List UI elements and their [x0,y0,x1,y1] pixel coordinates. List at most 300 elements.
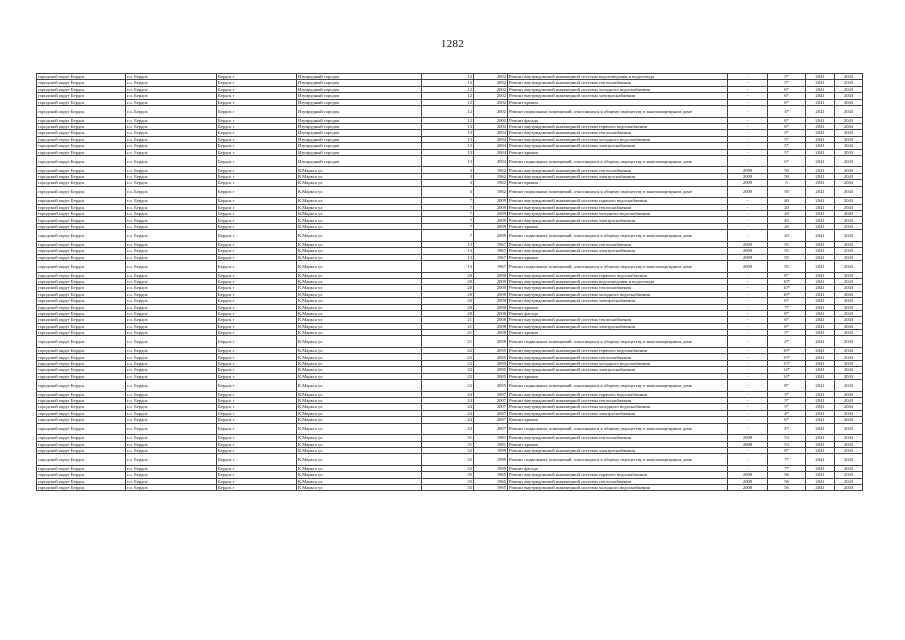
work-type-cell: Ремонт внутридомовой инженерной системы теплоснабжения [508,354,728,360]
locality-cell: Бердск г [217,278,297,284]
work-type-cell: Ремонт внутридомовой инженерной системы теплоснабжения [508,241,728,247]
table-row [37,155,863,167]
plan-start-cell: 2041 [806,167,835,173]
year-built-cell: 2000 [474,310,508,316]
work-type-cell: Ремонт внутридомовой инженерной системы электроснабжения [508,173,728,179]
last-repair-year-cell: 2009 [728,167,768,173]
street-cell: К.Маркса ул [297,447,422,453]
work-type-cell: Ремонт внутридомовой инженерной системы теплоснабжения [508,130,728,136]
work-type-cell: Ремонт внутридомовой инженерной системы электроснабжения [508,410,728,416]
settlement-cell: г.о. Бердск [126,348,217,354]
settlement-cell: г.о. Бердск [126,330,217,336]
locality-cell: Бердск г [217,478,297,484]
work-type-cell: Ремонт внутридомовой инженерной системы горячего водоснабжения [508,198,728,204]
house-cell: 13 [422,248,474,254]
year-built-cell: 2002 [474,80,508,86]
plan-start-cell: 2041 [806,93,835,99]
wear-cell: 2* [768,336,806,348]
house-cell: 21 [422,336,474,348]
year-built-cell: 2004 [474,155,508,167]
house-cell: 12 [422,80,474,86]
municipality-cell: городской округ Бердск [37,454,126,466]
settlement-cell: г.о. Бердск [126,360,217,366]
locality-cell: Бердск г [217,398,297,404]
house-cell: 12 [422,99,474,105]
year-built-cell: 2007 [474,391,508,397]
plan-start-cell: 2041 [806,441,835,447]
plan-end-cell: 2043 [835,404,863,410]
house-cell: 7 [422,230,474,242]
year-built-cell: 2009 [474,217,508,223]
locality-cell: Бердск г [217,248,297,254]
locality-cell: Бердск г [217,149,297,155]
municipality-cell: городской округ Бердск [37,105,126,117]
plan-end-cell: 2043 [835,478,863,484]
house-cell: 20 [422,304,474,310]
work-type-cell: Ремонт крыши [508,149,728,155]
house-cell: 35 [422,472,474,478]
year-built-cell: 2000 [474,291,508,297]
street-cell: К.Маркса ул [297,373,422,379]
plan-end-cell: 2043 [835,230,863,242]
wear-cell: 6* [768,117,806,123]
work-type-cell: Ремонт фасада [508,310,728,316]
plan-end-cell: 2043 [835,74,863,80]
plan-start-cell: 2041 [806,417,835,423]
table-row [37,260,863,272]
settlement-cell: г.о. Бердск [126,130,217,136]
locality-cell: Бердск г [217,80,297,86]
plan-start-cell: 2041 [806,136,835,142]
last-repair-year-cell: - [728,323,768,329]
municipality-cell: городской округ Бердск [37,248,126,254]
house-cell: 32 [422,465,474,471]
plan-end-cell: 2043 [835,441,863,447]
last-repair-year-cell: 2009 [728,248,768,254]
house-cell: 35 [422,478,474,484]
street-cell: К.Маркса ул [297,360,422,366]
house-cell: 7 [422,198,474,204]
street-cell: К.Маркса ул [297,417,422,423]
plan-start-cell: 2041 [806,241,835,247]
wear-cell: 14* [768,373,806,379]
settlement-cell: г.о. Бердск [126,398,217,404]
street-cell: К.Маркса ул [297,330,422,336]
street-cell: К.Маркса ул [297,367,422,373]
house-cell: 31 [422,441,474,447]
locality-cell: Бердск г [217,74,297,80]
wear-cell: 55 [768,248,806,254]
plan-end-cell: 2043 [835,204,863,210]
year-built-cell: 1999 [474,447,508,453]
last-repair-year-cell: - [728,373,768,379]
plan-start-cell: 2041 [806,173,835,179]
municipality-cell: городской округ Бердск [37,398,126,404]
wear-cell: 8* [768,447,806,453]
plan-end-cell: 2043 [835,180,863,186]
wear-cell: 20 [768,211,806,217]
last-repair-year-cell: - [728,330,768,336]
house-cell: 24 [422,417,474,423]
wear-cell: 20 [768,230,806,242]
year-built-cell: 2007 [474,404,508,410]
last-repair-year-cell: - [728,99,768,105]
last-repair-year-cell: - [728,211,768,217]
plan-start-cell: 2041 [806,323,835,329]
street-cell: К.Маркса ул [297,454,422,466]
work-type-cell: Ремонт крыши [508,304,728,310]
house-cell: 35 [422,485,474,491]
street-cell: К.Маркса ул [297,272,422,278]
work-type-cell: Ремонт подвальных помещений, относящихся к общему имуществу в многоквартирном доме [508,423,728,435]
plan-end-cell: 2043 [835,285,863,291]
house-cell: 32 [422,447,474,453]
house-cell: 24 [422,423,474,435]
wear-cell: 56 [768,485,806,491]
year-built-cell: 2007 [474,423,508,435]
municipality-cell: городской округ Бердск [37,198,126,204]
plan-start-cell: 2041 [806,348,835,354]
plan-end-cell: 2043 [835,248,863,254]
street-cell: Изумрудный городок [297,136,422,142]
work-type-cell: Ремонт внутридомовой инженерной системы электроснабжения [508,447,728,453]
plan-start-cell: 2041 [806,217,835,223]
plan-end-cell: 2043 [835,398,863,404]
street-cell: К.Маркса ул [297,423,422,435]
wear-cell: 20 [768,204,806,210]
work-type-cell: Ремонт внутридомовой инженерной системы горячего водоснабжения [508,272,728,278]
plan-start-cell: 2041 [806,360,835,366]
work-type-cell: Ремонт внутридомовой инженерной системы водоотведения и водоотвода [508,278,728,284]
street-cell: К.Маркса ул [297,241,422,247]
street-cell: К.Маркса ул [297,410,422,416]
street-cell: К.Маркса ул [297,435,422,441]
house-cell: 13 [422,260,474,272]
plan-start-cell: 2041 [806,248,835,254]
settlement-cell: г.о. Бердск [126,367,217,373]
wear-cell: 6* [768,93,806,99]
locality-cell: Бердск г [217,435,297,441]
plan-end-cell: 2043 [835,278,863,284]
year-built-cell: 2000 [474,298,508,304]
locality-cell: Бердск г [217,130,297,136]
settlement-cell: г.о. Бердск [126,291,217,297]
plan-end-cell: 2043 [835,99,863,105]
plan-end-cell: 2043 [835,155,863,167]
settlement-cell: г.о. Бердск [126,217,217,223]
year-built-cell: 2004 [474,143,508,149]
house-cell: 7 [422,217,474,223]
wear-cell: 50 [768,173,806,179]
plan-end-cell: 2043 [835,173,863,179]
municipality-cell: городской округ Бердск [37,441,126,447]
plan-start-cell: 2041 [806,278,835,284]
work-type-cell: Ремонт внутридомовой инженерной системы теплоснабжения [508,167,728,173]
street-cell: Изумрудный городок [297,117,422,123]
year-built-cell: 1962 [474,167,508,173]
locality-cell: Бердск г [217,117,297,123]
wear-cell: 55 [768,254,806,260]
work-type-cell: Ремонт внутридомовой инженерной системы теплоснабжения [508,317,728,323]
work-type-cell: Ремонт крыши [508,180,728,186]
settlement-cell: г.о. Бердск [126,254,217,260]
plan-end-cell: 2043 [835,105,863,117]
settlement-cell: г.о. Бердск [126,380,217,392]
plan-start-cell: 2041 [806,298,835,304]
plan-end-cell: 2043 [835,447,863,453]
last-repair-year-cell: 2009 [728,180,768,186]
year-built-cell: 2002 [474,117,508,123]
year-built-cell: 2009 [474,230,508,242]
settlement-cell: г.о. Бердск [126,298,217,304]
table-row [37,423,863,435]
house-cell: 20 [422,272,474,278]
capital-repair-table [36,73,863,491]
plan-end-cell: 2043 [835,423,863,435]
plan-start-cell: 2041 [806,86,835,92]
plan-end-cell: 2043 [835,186,863,198]
work-type-cell: Ремонт внутридомовой инженерной системы горячего водоснабжения [508,391,728,397]
wear-cell: 5* [768,74,806,80]
year-built-cell: 2002 [474,105,508,117]
locality-cell: Бердск г [217,223,297,229]
municipality-cell: городской округ Бердск [37,80,126,86]
house-cell: 12 [422,117,474,123]
work-type-cell: Ремонт крыши [508,254,728,260]
plan-start-cell: 2041 [806,310,835,316]
plan-start-cell: 2041 [806,211,835,217]
year-built-cell: 2004 [474,149,508,155]
plan-start-cell: 2041 [806,230,835,242]
last-repair-year-cell: - [728,417,768,423]
locality-cell: Бердск г [217,167,297,173]
work-type-cell: Ремонт внутридомовой инженерной системы холодного водоснабжения [508,404,728,410]
wear-cell: 10* [768,291,806,297]
plan-start-cell: 2041 [806,130,835,136]
plan-start-cell: 2041 [806,99,835,105]
house-cell: 22 [422,354,474,360]
wear-cell: 5* [768,330,806,336]
street-cell: К.Маркса ул [297,291,422,297]
house-cell: 22 [422,360,474,366]
settlement-cell: г.о. Бердск [126,105,217,117]
locality-cell: Бердск г [217,391,297,397]
wear-cell: 5* [768,143,806,149]
work-type-cell: Ремонт внутридомовой инженерной системы холодного водоснабжения [508,136,728,142]
plan-start-cell: 2041 [806,391,835,397]
plan-start-cell: 2041 [806,105,835,117]
work-type-cell: Ремонт внутридомовой инженерной системы теплоснабжения [508,285,728,291]
wear-cell: 56 [768,472,806,478]
plan-end-cell: 2043 [835,136,863,142]
settlement-cell: г.о. Бердск [126,435,217,441]
municipality-cell: городской округ Бердск [37,260,126,272]
plan-start-cell: 2041 [806,336,835,348]
settlement-cell: г.о. Бердск [126,230,217,242]
locality-cell: Бердск г [217,485,297,491]
last-repair-year-cell: - [728,272,768,278]
street-cell: К.Маркса ул [297,391,422,397]
street-cell: К.Маркса ул [297,298,422,304]
settlement-cell: г.о. Бердск [126,117,217,123]
plan-start-cell: 2041 [806,435,835,441]
year-built-cell: 2002 [474,93,508,99]
wear-cell: 3* [768,391,806,397]
locality-cell: Бердск г [217,180,297,186]
last-repair-year-cell: - [728,278,768,284]
work-type-cell: Ремонт внутридомовой инженерной системы электроснабжения [508,143,728,149]
settlement-cell: г.о. Бердск [126,304,217,310]
plan-end-cell: 2043 [835,241,863,247]
house-cell: 13 [422,143,474,149]
wear-cell: 53 [768,435,806,441]
settlement-cell: г.о. Бердск [126,143,217,149]
locality-cell: Бердск г [217,404,297,410]
plan-start-cell: 2041 [806,155,835,167]
municipality-cell: городской округ Бердск [37,130,126,136]
street-cell: Изумрудный городок [297,74,422,80]
house-cell: 12 [422,74,474,80]
year-built-cell: 2000 [474,285,508,291]
locality-cell: Бердск г [217,317,297,323]
year-built-cell: 2009 [474,198,508,204]
last-repair-year-cell: - [728,398,768,404]
municipality-cell: городской округ Бердск [37,360,126,366]
house-cell: 3 [422,186,474,198]
last-repair-year-cell: - [728,230,768,242]
year-built-cell: 1981 [474,435,508,441]
year-built-cell: 1962 [474,173,508,179]
house-cell: 20 [422,285,474,291]
municipality-cell: городской округ Бердск [37,404,126,410]
last-repair-year-cell: - [728,123,768,129]
settlement-cell: г.о. Бердск [126,323,217,329]
municipality-cell: городской округ Бердск [37,204,126,210]
plan-start-cell: 2041 [806,285,835,291]
last-repair-year-cell: - [728,136,768,142]
municipality-cell: городской округ Бердск [37,485,126,491]
wear-cell: 10* [768,278,806,284]
last-repair-year-cell: - [728,130,768,136]
last-repair-year-cell: 2009 [728,260,768,272]
year-built-cell: 1981 [474,441,508,447]
locality-cell: Бердск г [217,99,297,105]
plan-end-cell: 2043 [835,217,863,223]
locality-cell: Бердск г [217,285,297,291]
plan-start-cell: 2041 [806,186,835,198]
municipality-cell: городской округ Бердск [37,155,126,167]
municipality-cell: городской округ Бердск [37,272,126,278]
street-cell: К.Маркса ул [297,180,422,186]
settlement-cell: г.о. Бердск [126,198,217,204]
locality-cell: Бердск г [217,447,297,453]
street-cell: Изумрудный городок [297,86,422,92]
settlement-cell: г.о. Бердск [126,354,217,360]
municipality-cell: городской округ Бердск [37,323,126,329]
municipality-cell: городской округ Бердск [37,304,126,310]
street-cell: К.Маркса ул [297,304,422,310]
last-repair-year-cell: - [728,310,768,316]
year-built-cell: 1962 [474,180,508,186]
settlement-cell: г.о. Бердск [126,417,217,423]
year-built-cell: 2008 [474,330,508,336]
last-repair-year-cell: - [728,80,768,86]
settlement-cell: г.о. Бердск [126,241,217,247]
plan-start-cell: 2041 [806,380,835,392]
settlement-cell: г.о. Бердск [126,123,217,129]
wear-cell: 10* [768,348,806,354]
wear-cell: 56 [768,478,806,484]
plan-end-cell: 2043 [835,143,863,149]
work-type-cell: Ремонт подвальных помещений, относящихся к общему имуществу в многоквартирном доме [508,230,728,242]
municipality-cell: городской округ Бердск [37,149,126,155]
year-built-cell: 1967 [474,260,508,272]
wear-cell: 5* [768,398,806,404]
table-row [37,485,863,491]
plan-start-cell: 2041 [806,410,835,416]
municipality-cell: городской округ Бердск [37,186,126,198]
wear-cell: 7* [768,454,806,466]
house-cell: 22 [422,380,474,392]
last-repair-year-cell: 2008 [728,441,768,447]
work-type-cell: Ремонт крыши [508,330,728,336]
locality-cell: Бердск г [217,173,297,179]
work-type-cell: Ремонт подвальных помещений, относящихся к общему имуществу в многоквартирном доме [508,186,728,198]
locality-cell: Бердск г [217,155,297,167]
street-cell: К.Маркса ул [297,223,422,229]
plan-end-cell: 2043 [835,198,863,204]
plan-end-cell: 2043 [835,354,863,360]
municipality-cell: городской округ Бердск [37,391,126,397]
work-type-cell: Ремонт крыши [508,441,728,447]
street-cell: К.Маркса ул [297,310,422,316]
settlement-cell: г.о. Бердск [126,173,217,179]
plan-start-cell: 2041 [806,398,835,404]
settlement-cell: г.о. Бердск [126,260,217,272]
locality-cell: Бердск г [217,380,297,392]
settlement-cell: г.о. Бердск [126,74,217,80]
house-cell: 21 [422,323,474,329]
house-cell: 12 [422,105,474,117]
municipality-cell: городской округ Бердск [37,291,126,297]
work-type-cell: Ремонт внутридомовой инженерной системы горячего водоснабжения [508,348,728,354]
street-cell: К.Маркса ул [297,441,422,447]
year-built-cell: 1999 [474,465,508,471]
municipality-cell: городской округ Бердск [37,435,126,441]
last-repair-year-cell: - [728,86,768,92]
plan-end-cell: 2043 [835,254,863,260]
locality-cell: Бердск г [217,304,297,310]
street-cell: К.Маркса ул [297,278,422,284]
house-cell: 3 [422,173,474,179]
street-cell: Изумрудный городок [297,123,422,129]
last-repair-year-cell: - [728,348,768,354]
locality-cell: Бердск г [217,441,297,447]
house-cell: 24 [422,404,474,410]
plan-end-cell: 2043 [835,260,863,272]
year-built-cell: 2002 [474,74,508,80]
settlement-cell: г.о. Бердск [126,410,217,416]
work-type-cell: Ремонт фасада [508,465,728,471]
settlement-cell: г.о. Бердск [126,223,217,229]
plan-end-cell: 2043 [835,223,863,229]
municipality-cell: городской округ Бердск [37,278,126,284]
settlement-cell: г.о. Бердск [126,155,217,167]
last-repair-year-cell: - [728,198,768,204]
house-cell: 31 [422,435,474,441]
last-repair-year-cell: - [728,360,768,366]
municipality-cell: городской округ Бердск [37,417,126,423]
